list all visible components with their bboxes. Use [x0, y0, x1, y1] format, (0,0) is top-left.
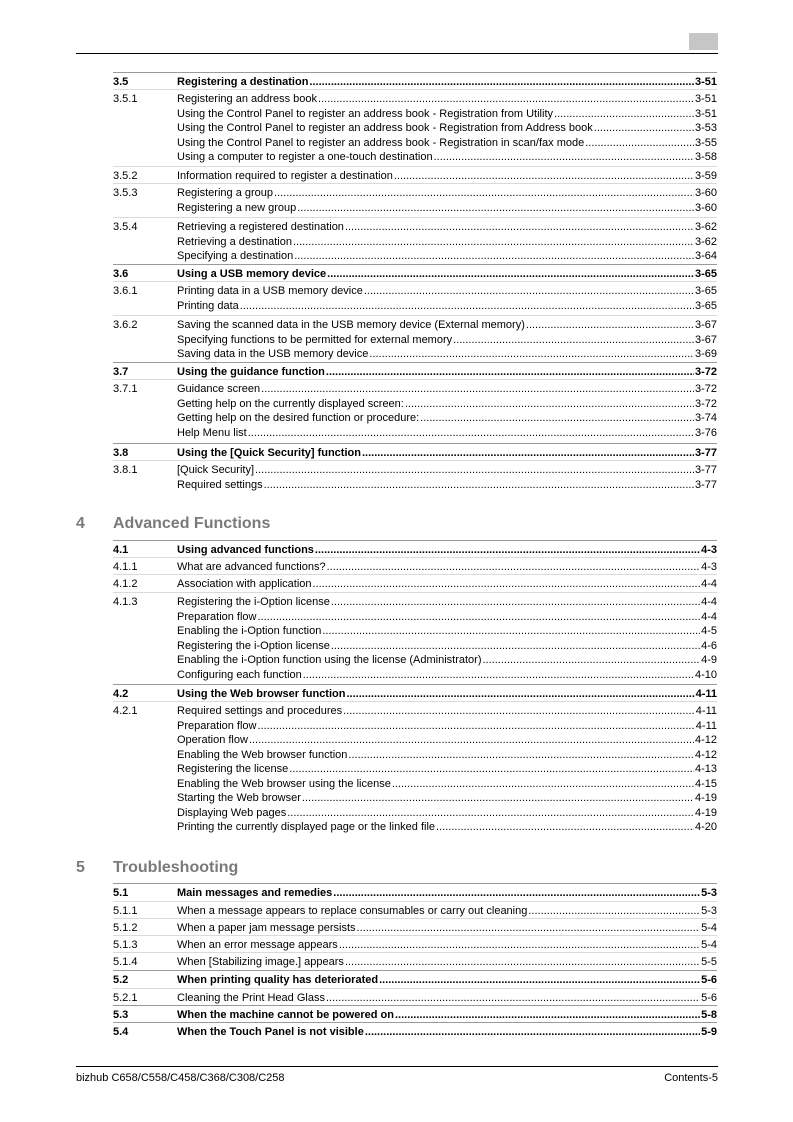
- toc-entry-page: 4-12: [694, 748, 717, 761]
- toc-entry-title: Help Menu list: [177, 426, 247, 439]
- toc-entry[interactable]: [113, 639, 717, 654]
- toc-entry[interactable]: [113, 318, 717, 333]
- toc-entry-title: Required settings: [177, 478, 263, 491]
- toc-entry-page: 4-11: [695, 688, 717, 700]
- toc-entry-title: Using a computer to register a one-touch destination: [177, 151, 433, 163]
- toc-entry-page: 4-12: [694, 734, 717, 746]
- chapter-heading-4: [76, 515, 270, 533]
- toc-entry-title: Using the Control Panel to register an address book - Registration from Utility: [177, 107, 554, 120]
- toc-entry-title: Registering a group: [177, 187, 274, 199]
- toc-section-5-1-4: [113, 952, 717, 970]
- toc-entry-page: 5-4: [701, 922, 717, 934]
- dot-leader: [362, 446, 694, 461]
- toc-entry-page: 3-65: [694, 285, 717, 297]
- dot-leader: [322, 624, 700, 639]
- toc-entry-page: 4-11: [695, 705, 717, 717]
- toc-entry-title: Displaying Web pages: [177, 806, 287, 819]
- dot-leader: [261, 382, 694, 397]
- toc-entry-title: Enabling the i-Option function using the license (Administrator): [177, 654, 482, 666]
- toc-entry-title: Using the Control Panel to register an address book - Registration in scan/fax mode: [177, 136, 585, 149]
- footer-rule: [76, 1066, 718, 1067]
- dot-leader: [357, 921, 701, 936]
- toc-entry-title: Registering an address book: [177, 93, 318, 105]
- toc-entry[interactable]: [113, 397, 717, 412]
- toc-entry-page: 4-9: [701, 654, 717, 666]
- toc-entry-page: 3-77: [694, 464, 717, 476]
- toc-entry[interactable]: [113, 107, 717, 122]
- toc-entry-title: Registering the i-Option license: [177, 639, 330, 652]
- toc-entry-page: 4-20: [694, 821, 717, 833]
- toc-entry-number: 5.1.4: [113, 956, 138, 968]
- dot-leader: [392, 777, 694, 792]
- dot-leader: [436, 820, 694, 835]
- toc-entry-title: Using a USB memory device: [177, 268, 327, 280]
- toc-entry[interactable]: [113, 220, 717, 235]
- toc-section-5-4: [113, 1022, 717, 1040]
- toc-entry-number: 5.1.2: [113, 922, 138, 934]
- toc-entry[interactable]: [113, 426, 717, 441]
- toc-entry-number: 3.8.1: [113, 464, 138, 476]
- dot-leader: [287, 806, 694, 821]
- dot-leader: [315, 543, 700, 558]
- toc-entry-title: Using the Web browser function: [177, 688, 346, 700]
- toc-entry-number: 4.1.3: [113, 596, 138, 608]
- toc-entry[interactable]: [113, 75, 717, 90]
- toc-entry-page: 3-65: [694, 299, 717, 312]
- toc-entry[interactable]: [113, 921, 717, 936]
- toc-entry-title: When a message appears to replace consumables or carry out cleaning: [177, 905, 528, 917]
- chapter-heading-5: [76, 859, 238, 877]
- toc-entry[interactable]: [113, 299, 717, 314]
- toc-entry[interactable]: [113, 791, 717, 806]
- toc-entry[interactable]: [113, 382, 717, 397]
- toc-entry-page: 4-4: [701, 610, 717, 623]
- dot-leader: [289, 762, 694, 777]
- toc-entry-page: 3-60: [694, 201, 717, 214]
- dot-leader: [294, 249, 694, 264]
- toc-section-5-1-3: [113, 935, 717, 953]
- toc-entry-number: 3.7.1: [113, 383, 138, 395]
- toc-entry-number: 4.1.2: [113, 578, 138, 590]
- toc-entry-page: 5-9: [701, 1026, 717, 1038]
- toc-entry-number: 3.5.4: [113, 221, 138, 233]
- toc-entry-title: When the Touch Panel is not visible: [177, 1026, 364, 1038]
- toc-entry-title: [Quick Security]: [177, 464, 255, 476]
- toc-entry-page: 3-55: [694, 136, 717, 149]
- toc-entry-title: Using advanced functions: [177, 544, 314, 556]
- dot-leader: [264, 478, 694, 493]
- toc-entry-page: 3-72: [694, 383, 717, 395]
- dot-leader: [405, 397, 694, 412]
- toc-entry-page: 3-76: [694, 426, 717, 439]
- toc-entry[interactable]: [113, 169, 717, 184]
- toc-entry[interactable]: [113, 249, 717, 264]
- toc-section-3-5: [113, 72, 717, 90]
- toc-entry[interactable]: [113, 886, 717, 901]
- dot-leader: [248, 426, 694, 441]
- toc-section-3-5-1: [113, 89, 717, 165]
- toc-entry[interactable]: [113, 267, 717, 282]
- toc-entry-page: 4-4: [701, 596, 717, 608]
- dot-leader: [526, 318, 694, 333]
- toc-entry[interactable]: [113, 820, 717, 835]
- toc-entry[interactable]: [113, 955, 717, 970]
- toc-section-5-1-2: [113, 918, 717, 936]
- toc-section-4-1: [113, 540, 717, 558]
- toc-entry[interactable]: [113, 463, 717, 478]
- toc-entry-page: 4-11: [695, 719, 717, 732]
- toc-section-4-1-1: [113, 557, 717, 575]
- toc-section-5-1: [113, 883, 717, 901]
- toc-entry[interactable]: [113, 777, 717, 792]
- toc-entry-title: Printing data: [177, 299, 239, 312]
- toc-section-3-6-1: [113, 281, 717, 313]
- toc-entry-number: 3.6.1: [113, 285, 138, 297]
- toc-entry-page: 4-5: [701, 625, 717, 637]
- toc-section-3-6-2: [113, 315, 717, 362]
- toc-entry[interactable]: [113, 201, 717, 216]
- toc-entry[interactable]: [113, 704, 717, 719]
- toc-entry-title: Printing the currently displayed page or the linked file: [177, 821, 436, 833]
- toc-entry-number: 5.1.3: [113, 939, 138, 951]
- toc-entry-number: 5.1: [113, 887, 129, 899]
- toc-entry-page: 3-59: [694, 170, 717, 182]
- dot-leader: [379, 973, 700, 988]
- toc-section-3-8: [113, 443, 717, 461]
- toc-entry-page: 3-58: [694, 151, 717, 163]
- chapter-title: Advanced Functions: [113, 515, 271, 532]
- toc-entry-number: 3.5.3: [113, 187, 138, 199]
- toc-entry-title: When a paper jam message persists: [177, 922, 356, 934]
- toc-entry[interactable]: [113, 733, 717, 748]
- toc-entry[interactable]: [113, 150, 717, 165]
- toc-entry-page: 5-3: [701, 905, 717, 917]
- toc-entry-page: 3-62: [694, 235, 717, 248]
- toc-entry[interactable]: [113, 333, 717, 348]
- toc-entry-page: 3-65: [694, 268, 717, 280]
- toc-entry-number: 4.1: [113, 544, 129, 556]
- toc-entry-page: 3-67: [694, 333, 717, 346]
- dot-leader: [395, 1008, 700, 1023]
- toc-entry[interactable]: [113, 904, 717, 919]
- dot-leader: [331, 639, 700, 654]
- toc-section-3-5-3: [113, 183, 717, 215]
- toc-entry-number: 5.4: [113, 1026, 129, 1038]
- dot-leader: [326, 365, 694, 380]
- toc-entry-title: Specifying functions to be permitted for external memory: [177, 333, 453, 346]
- toc-entry-page: 4-3: [701, 561, 717, 573]
- toc-entry-title: Starting the Web browser: [177, 792, 301, 804]
- toc-section-5-3: [113, 1005, 717, 1023]
- toc-entry-title: Registering the license: [177, 763, 289, 775]
- footer-page-number: Contents-5: [664, 1072, 718, 1084]
- toc-entry[interactable]: [113, 347, 717, 362]
- toc-section-4-2-1: [113, 701, 717, 835]
- toc-entry-title: Association with application: [177, 578, 312, 590]
- toc-entry-page: 4-6: [701, 639, 717, 652]
- toc-entry-title: Getting help on the desired function or procedure:: [177, 412, 420, 424]
- toc-entry-page: 5-3: [701, 887, 717, 899]
- toc-entry-title: When the machine cannot be powered on: [177, 1009, 394, 1021]
- toc-entry[interactable]: [113, 687, 717, 702]
- toc-section-3-8-1: [113, 460, 717, 492]
- dot-leader: [240, 299, 694, 314]
- toc-entry[interactable]: [113, 973, 717, 988]
- toc-entry-number: 4.2.1: [113, 705, 138, 717]
- toc-section-3-5-2: [113, 166, 717, 184]
- toc-entry[interactable]: [113, 365, 717, 380]
- toc-entry-title: Preparation flow: [177, 610, 257, 623]
- toc-entry-title: Registering a new group: [177, 201, 297, 214]
- toc-entry-title: Retrieving a registered destination: [177, 221, 344, 233]
- toc-section-3-7-1: [113, 379, 717, 440]
- toc-entry[interactable]: [113, 478, 717, 493]
- toc-entry-number: 3.8: [113, 447, 129, 459]
- dot-leader: [346, 687, 694, 702]
- header-rule: [76, 53, 718, 54]
- chapter-number: 4: [76, 515, 85, 532]
- header-tab-marker: [689, 33, 718, 50]
- toc-entry-title: Preparation flow: [177, 719, 257, 732]
- toc-entry[interactable]: [113, 806, 717, 821]
- dot-leader: [331, 595, 700, 610]
- toc-entry-page: 3-51: [694, 76, 717, 88]
- toc-section-3-6: [113, 264, 717, 282]
- toc-entry-title: Saving the scanned data in the USB memory device (External memory): [177, 319, 525, 331]
- toc-entry-title: Retrieving a destination: [177, 235, 292, 248]
- toc-entry-title: Registering a destination: [177, 76, 309, 88]
- toc-entry[interactable]: [113, 136, 717, 151]
- toc-entry-page: 5-8: [701, 1009, 717, 1021]
- toc-entry-number: 3.6.2: [113, 319, 138, 331]
- toc-entry-page: 4-10: [694, 668, 717, 681]
- toc-entry-number: 5.2: [113, 974, 129, 986]
- dot-leader: [258, 719, 695, 734]
- toc-entry-title: When printing quality has deteriorated: [177, 974, 379, 986]
- toc-entry-page: 3-77: [694, 447, 717, 459]
- toc-entry-page: 5-5: [701, 956, 717, 968]
- toc-entry-page: 4-3: [701, 544, 717, 556]
- dot-leader: [274, 186, 694, 201]
- toc-entry-title: Required settings and procedures: [177, 705, 343, 717]
- dot-leader: [293, 235, 694, 250]
- toc-section-5-2: [113, 970, 717, 988]
- toc-entry-page: 4-13: [694, 763, 717, 775]
- toc-entry-number: 4.2: [113, 688, 129, 700]
- toc-entry-number: 5.2.1: [113, 992, 138, 1004]
- toc-entry-number: 5.3: [113, 1009, 129, 1021]
- toc-section-4-1-3: [113, 592, 717, 682]
- toc-entry-title: Using the guidance function: [177, 366, 325, 378]
- toc-entry-number: 3.7: [113, 366, 129, 378]
- toc-section-5-1-1: [113, 901, 717, 919]
- toc-entry-page: 3-62: [694, 221, 717, 233]
- toc-section-3-7: [113, 362, 717, 380]
- toc-entry-number: 3.5: [113, 76, 129, 88]
- toc-entry[interactable]: [113, 446, 717, 461]
- dot-leader: [326, 991, 700, 1006]
- toc-entry-page: 3-69: [694, 348, 717, 360]
- toc-entry-number: 5.1.1: [113, 905, 138, 917]
- toc-entry[interactable]: [113, 762, 717, 777]
- toc-entry[interactable]: [113, 938, 717, 953]
- dot-leader: [348, 748, 694, 763]
- toc-entry[interactable]: [113, 284, 717, 299]
- toc-entry-page: 4-4: [701, 578, 717, 590]
- toc-section-3-5-4: [113, 217, 717, 264]
- toc-entry-title: Enabling the Web browser function: [177, 748, 348, 761]
- toc-entry[interactable]: [113, 92, 717, 107]
- dot-leader: [339, 938, 700, 953]
- dot-leader: [309, 75, 694, 90]
- toc-entry-page: 3-64: [694, 250, 717, 262]
- chapter-number: 5: [76, 859, 85, 876]
- dot-leader: [434, 150, 694, 165]
- toc-entry[interactable]: [113, 577, 717, 592]
- toc-entry-page: 3-60: [694, 187, 717, 199]
- toc-entry-number: 3.6: [113, 268, 129, 280]
- dot-leader: [394, 169, 694, 184]
- dot-leader: [528, 904, 700, 919]
- dot-leader: [585, 136, 694, 151]
- toc-entry-title: Getting help on the currently displayed screen:: [177, 397, 404, 410]
- toc-entry-title: When [Stabilizing image.] appears: [177, 956, 344, 968]
- dot-leader: [303, 668, 694, 683]
- dot-leader: [594, 121, 694, 136]
- dot-leader: [483, 653, 701, 668]
- toc-entry-title: Guidance screen: [177, 383, 261, 395]
- toc-entry-title: Enabling the Web browser using the license: [177, 777, 391, 790]
- dot-leader: [345, 220, 694, 235]
- toc-entry-number: 3.5.1: [113, 93, 138, 105]
- toc-entry-page: 3-74: [694, 412, 717, 424]
- toc-entry-title: Cleaning the Print Head Glass: [177, 992, 325, 1004]
- toc-entry[interactable]: [113, 411, 717, 426]
- toc-entry[interactable]: [113, 235, 717, 250]
- toc-entry[interactable]: [113, 1025, 717, 1040]
- toc-entry[interactable]: [113, 595, 717, 610]
- toc-entry[interactable]: [113, 1008, 717, 1023]
- toc-entry[interactable]: [113, 560, 717, 575]
- dot-leader: [343, 704, 695, 719]
- toc-entry-title: Registering the i-Option license: [177, 596, 330, 608]
- toc-entry-page: 3-72: [694, 397, 717, 410]
- toc-entry-page: 3-67: [694, 319, 717, 331]
- toc-entry[interactable]: [113, 186, 717, 201]
- dot-leader: [453, 333, 694, 348]
- dot-leader: [313, 577, 701, 592]
- footer-model: bizhub C658/C558/C458/C368/C308/C258: [76, 1072, 285, 1084]
- toc-entry-page: 3-51: [694, 93, 717, 105]
- toc-entry-number: 3.5.2: [113, 170, 138, 182]
- toc-entry-page: 4-19: [694, 792, 717, 804]
- toc-entry-title: Configuring each function: [177, 668, 302, 681]
- toc-entry-page: 5-6: [701, 974, 717, 986]
- toc-entry-title: Specifying a destination: [177, 250, 294, 262]
- toc-section-4-2: [113, 684, 717, 702]
- chapter-title: Troubleshooting: [113, 859, 239, 876]
- dot-leader: [318, 92, 694, 107]
- toc-entry-page: 3-53: [694, 122, 717, 134]
- toc-entry[interactable]: [113, 748, 717, 763]
- dot-leader: [420, 411, 694, 426]
- toc-entry-page: 5-6: [701, 992, 717, 1004]
- dot-leader: [258, 610, 701, 625]
- toc-entry-page: 4-19: [694, 806, 717, 819]
- toc-entry[interactable]: [113, 719, 717, 734]
- toc-entry[interactable]: [113, 121, 717, 136]
- toc-section-4-1-2: [113, 574, 717, 592]
- toc-entry-page: 3-77: [694, 478, 717, 491]
- toc-entry-title: Using the Control Panel to register an address book - Registration from Address book: [177, 122, 593, 134]
- dot-leader: [297, 201, 694, 216]
- dot-leader: [554, 107, 694, 122]
- dot-leader: [369, 347, 694, 362]
- toc-entry[interactable]: [113, 991, 717, 1006]
- dot-leader: [365, 1025, 700, 1040]
- toc-entry-title: When an error message appears: [177, 939, 338, 951]
- toc-entry[interactable]: [113, 624, 717, 639]
- dot-leader: [333, 886, 700, 901]
- toc-entry[interactable]: [113, 653, 717, 668]
- toc-entry-title: Using the [Quick Security] function: [177, 447, 361, 459]
- toc-entry[interactable]: [113, 543, 717, 558]
- toc-entry-title: Main messages and remedies: [177, 887, 333, 899]
- dot-leader: [327, 267, 694, 282]
- toc-entry-title: Information required to register a destination: [177, 170, 393, 182]
- toc-entry-title: Operation flow: [177, 734, 248, 746]
- dot-leader: [249, 733, 694, 748]
- dot-leader: [302, 791, 694, 806]
- toc-entry-title: Enabling the i-Option function: [177, 625, 322, 637]
- dot-leader: [345, 955, 700, 970]
- toc-entry-page: 5-4: [701, 939, 717, 951]
- toc-entry-title: Printing data in a USB memory device: [177, 285, 363, 297]
- dot-leader: [364, 284, 694, 299]
- toc-entry-page: 3-51: [694, 107, 717, 120]
- toc-entry-title: What are advanced functions?: [177, 561, 326, 573]
- dot-leader: [255, 463, 694, 478]
- toc-entry[interactable]: [113, 668, 717, 683]
- toc-entry-title: Saving data in the USB memory device: [177, 348, 369, 360]
- dot-leader: [327, 560, 701, 575]
- toc-entry[interactable]: [113, 610, 717, 625]
- toc-entry-page: 3-72: [694, 366, 717, 378]
- toc-section-5-2-1: [113, 988, 717, 1006]
- toc-entry-number: 4.1.1: [113, 561, 138, 573]
- toc-entry-page: 4-15: [694, 777, 717, 790]
